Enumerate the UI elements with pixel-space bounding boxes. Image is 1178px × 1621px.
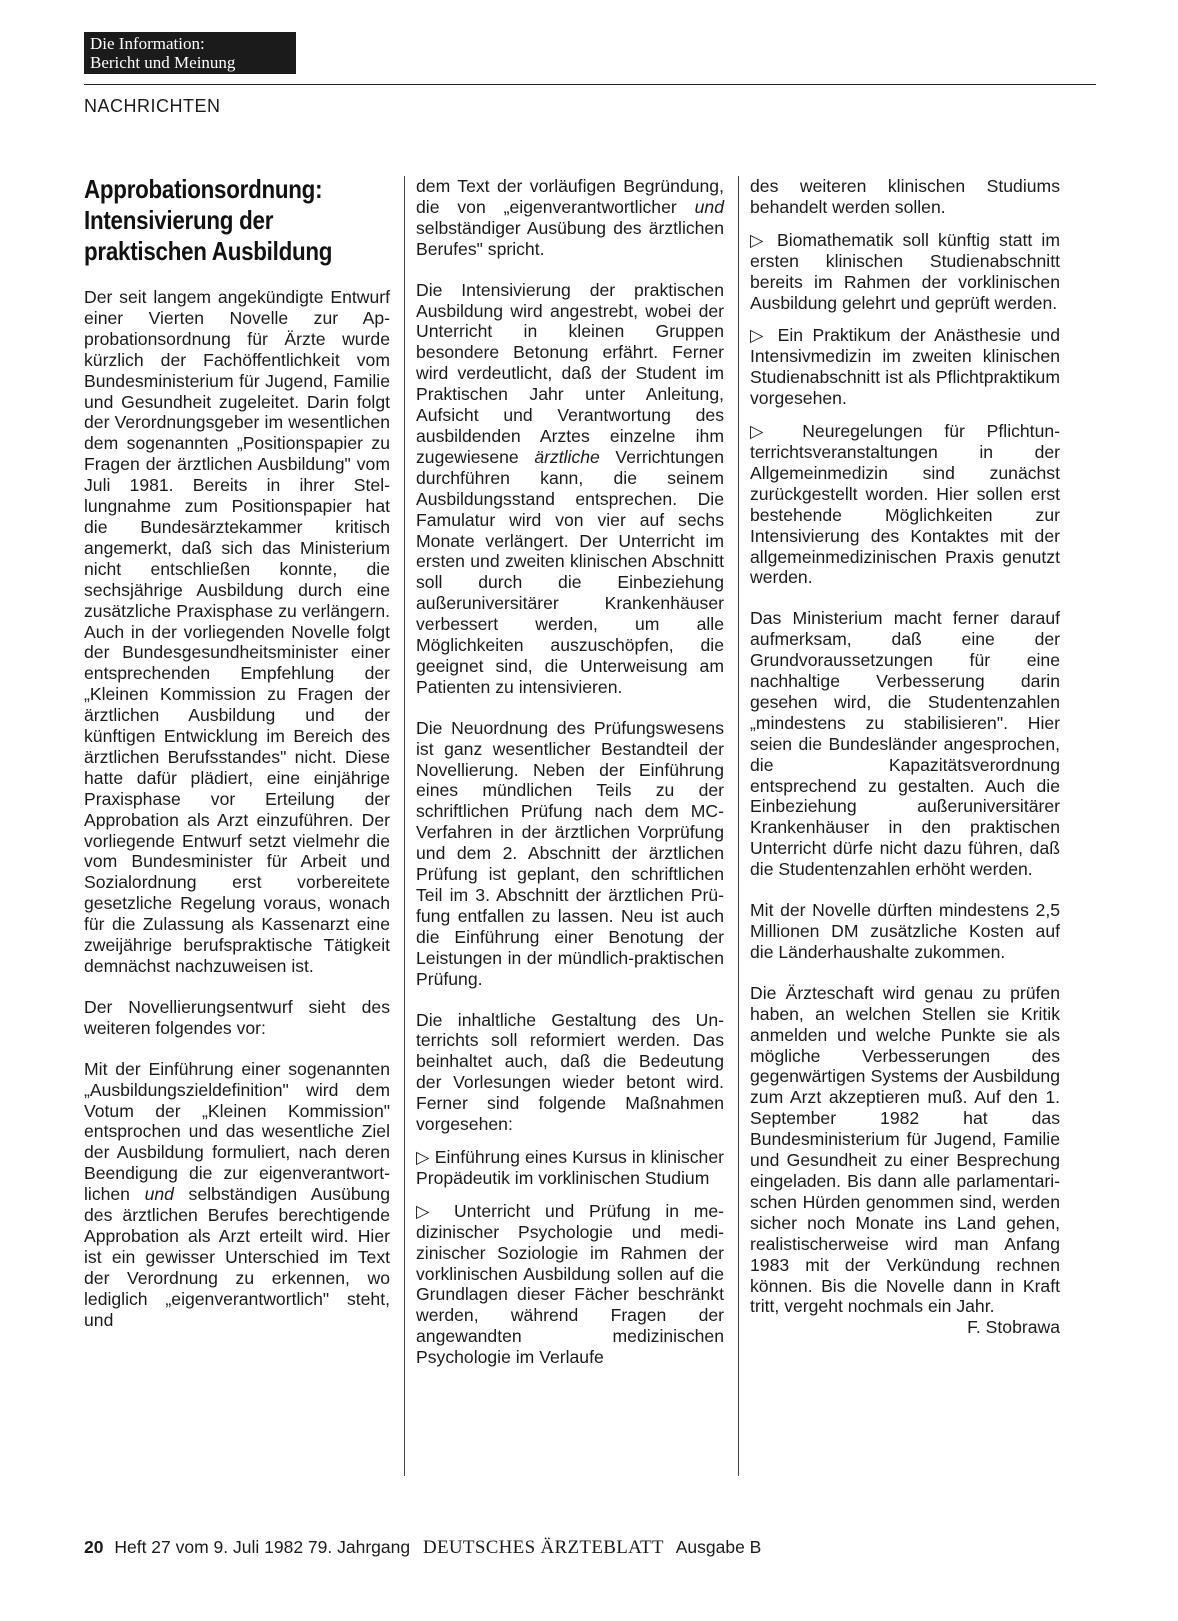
bullet-item: ▷ Biomathematik soll künftig statt im ersten klinischen Studienabschnitt bereits im Rahmen der vorklinischen Ausbildung gelehrt und geprüft werden. xyxy=(750,229,1060,313)
issue-info: Heft 27 vom 9. Juli 1982 79. Jahrgang xyxy=(114,1537,411,1557)
paragraph: dem Text der vorläufigen Begründung, die von „eigenverantwortlicher und selbständiger Ausübung des ärztlichen Berufes" spricht. xyxy=(416,176,724,259)
magazine-name: DEUTSCHES ÄRZTEBLATT xyxy=(422,1537,664,1558)
paragraph: Die Neuordnung des Prüfungswesens ist ganz wesentlicher Bestandteil der Novellierung. Neben der Einführung eines mündlichen Teils zu der schriftlichen Prüfung nach dem MC-Verfahren in der ärztlichen Vorprüfung und dem 2. Abschnitt der ärztlichen Prüfung ist geplant, den schriftlichen Teil im 3. Abschnitt der ärztlichen Prüfung entfallen zu lassen. Neu ist auch die Einführung einer Benotung der Leistungen in der mündlich-praktischen Prüfung. xyxy=(416,717,724,989)
title-line-3: praktischen Ausbildung xyxy=(84,236,333,266)
emphasis: ärztliche xyxy=(534,446,600,467)
column-2 xyxy=(416,176,724,1621)
page-footer xyxy=(84,1537,761,1559)
badge-line-1: Die Information: xyxy=(90,34,205,53)
article-title xyxy=(84,174,368,267)
paragraph: Mit der Einführung einer sogenannten „Ausbildungszieldefinition" wird dem Votum der „Kleinen Kommission" entsprochen und das wesentliche Ziel der Ausbildung formuliert, nach deren Beendigung die zur eigenverantwortlichen und selbständigen Ausübung des ärztlichen Berufes berechtigende Approbation als Arzt erteilt wird. Hier ist ein gewisser Unterschied im Text der Verordnung zu erkennen, wo lediglich „eigenverantwortlich" steht, und xyxy=(84,1058,390,1330)
emphasis: und xyxy=(694,196,724,217)
paragraph: Mit der Novelle dürften mindestens 2,5 Millionen DM zusätzliche Kosten auf die Länderhaushalte zukommen. xyxy=(750,900,1060,962)
column-3 xyxy=(750,176,1060,1621)
edition-label: Ausgabe B xyxy=(675,1537,762,1557)
title-line-2: Intensivierung der xyxy=(84,205,274,235)
bullet-item: ▷ Neuregelungen für Pflichtunterrichtsveranstaltungen in der Allgemeinmedizin sind zunächst zurückgestellt worden. Hier sollen erst bestehende Möglichkeiten zur Intensivierung des Kontaktes mit der allgemeinmedizinischen Praxis genutzt werden. xyxy=(750,421,1060,588)
paragraph: Das Ministerium macht ferner darauf aufmerksam, daß eine der Grundvoraussetzungen für eine nachhaltige Verbesserung darin gesehen wird, die Studentenzahlen „mindestens zu stabilisieren". Hier seien die Bundesländer angesprochen, die Kapazitätsverordnung entsprechend zu gestalten. Auch die Einbeziehung außeruniversitärer Krankenhäuser in den praktischen Unterricht dürfe nicht dazu führen, daß die Studentenzahlen erhöht werden. xyxy=(750,608,1060,880)
paragraph: Der Novellierungsentwurf sieht des weiteren folgendes vor: xyxy=(84,996,390,1038)
page-number: 20 xyxy=(84,1537,104,1557)
paragraph: Die Ärzteschaft wird genau zu prüfen haben, an welchen Stellen sie Kritik anmelden und welche Punkte sie als mögliche Verbesserungen des gegenwärtigen Systems der Ausbildung zum Arzt akzeptieren muß. Auf den 1. September 1982 hat das Bundesministerium für Jugend, Familie und Gesundheit zu einer Besprechung eingeladen. Bis dann alle parlamentarischen Hürden genommen sind, werden sicher noch Monate ins Land gehen, realistischerweise wird man Anfang 1983 mit der Verkündung rechnen können. Bis die Novelle dann in Kraft tritt, vergeht nochmals ein Jahr. F. Stobrawa xyxy=(750,982,1060,1338)
title-line-1: Approbationsordnung: xyxy=(84,174,323,204)
author-signature: F. Stobrawa xyxy=(967,1317,1060,1338)
paragraph: des weiteren klinischen Studiums behandelt werden sollen. xyxy=(750,176,1060,217)
column-rule xyxy=(738,176,739,1476)
bullet-item: ▷ Ein Praktikum der Anästhesie und Intensivmedizin im zweiten klinischen Studienabschnitt ist als Pflichtpraktikum vorgesehen. xyxy=(750,325,1060,409)
paragraph: Die Intensivierung der praktischen Ausbildung wird angestrebt, wobei der Unterricht in kleinen Gruppen besondere Betonung erfährt. Ferner wird verdeutlicht, daß der Student im Praktischen Jahr unter Anleitung, Aufsicht und Verantwortung des ausbildenden Arztes einzelne ihm zugewiesene ärztliche Verrichtungen durchführen kann, die seinem Ausbildungsstand entsprechen. Die Famulatur wird von vier auf sechs Monate verlängert. Der Unterricht im ersten und zweiten klinischen Abschnitt soll durch die Einbeziehung außeruniversitärer Krankenhäuser verbessert werden, um alle Möglichkeiten auszuschöpfen, die geeignet sind, die Unterweisung am Patienten zu intensivieren. xyxy=(416,279,724,697)
section-label: NACHRICHTEN xyxy=(84,96,221,116)
badge-line-2: Bericht und Meinung xyxy=(90,53,236,72)
emphasis: und xyxy=(144,1184,174,1205)
paragraph: Der seit langem angekündigte Entwurf einer Vierten Novelle zur Approbationsordnung für Ärzte wurde kürzlich der Fachöffentlichkeit vom Bundesministerium für Jugend, Familie und Gesundheit zugeleitet. Darin folgt der Verordnungsgeber im wesentlichen dem sogenannten „Positionspapier zu Fragen der ärztlichen Ausbildung" vom Juli 1981. Bereits in ihrer Stellungnahme zum Positionspapier hat die Bundesärztekammer kritisch angemerkt, daß sich das Ministerium nicht entschließen konnte, die sechsjährige Ausbildung durch eine zusätzliche Praxisphase zu verlängern. Auch in der vorliegenden Novelle folgt der Bundesgesundheitsminister einer entsprechenden Empfehlung der „Kleinen Kommission zu Fragen der ärztlichen Ausbildung und der künftigen Entwicklung im Bereich des ärztlichen Berufsstandes" nicht. Diese hatte dafür plädiert, eine einjährige Praxisphase vor Erteilung der Approbation als Arzt einzuführen. Der vorliegende Entwurf setzt vielmehr die vom Bundesminister für Arbeit und Sozialordnung erst vorbereitete gesetzliche Regelung voraus, wonach für die Zulassung als Kassenarzt eine zweijährige berufspraktische Tätigkeit demnächst nachzuweisen ist. xyxy=(84,287,390,976)
column-rule xyxy=(404,176,405,1476)
column-1 xyxy=(84,174,390,1621)
paragraph: Die inhaltliche Gestaltung des Unterrichts soll reformiert werden. Das beinhaltet auch, daß die Bedeutung der Vorlesungen wieder betont wird. Ferner sind folgende Maßnahmen vorgesehen: xyxy=(416,1009,724,1135)
bullet-item: ▷ Einführung eines Kursus in klinischer Propädeutik im vorklinischen Studium xyxy=(416,1146,724,1188)
bullet-item: ▷ Unterricht und Prüfung in medizinischer Psychologie und medizinischer Soziologie im Rahmen der vorklinischen Ausbildung sollen auf die Grundlagen dieser Fächer beschränkt werden, während Fragen der angewandten medizinischen Psychologie im Verlaufe xyxy=(416,1200,724,1368)
